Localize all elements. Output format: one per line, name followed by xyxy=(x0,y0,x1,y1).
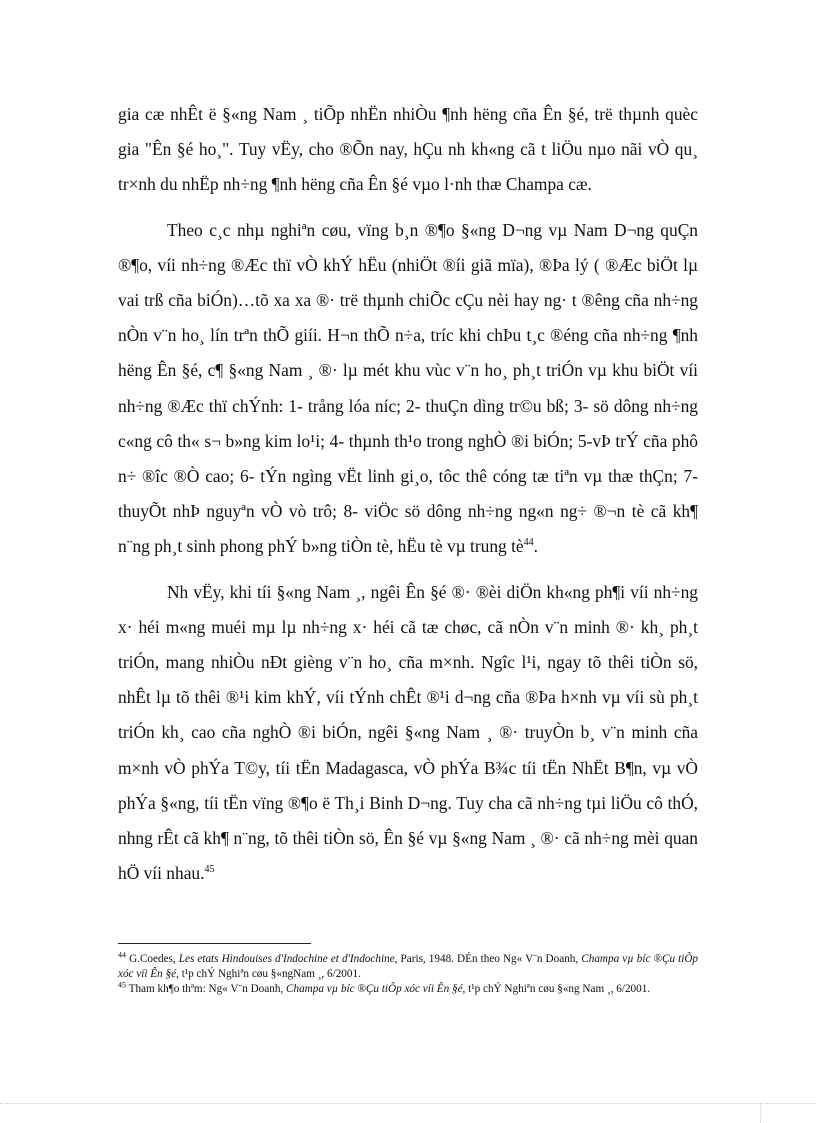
footnote-title: Les etats Hindouises d'Indochine et d'Indochine xyxy=(178,953,395,965)
paragraph-research-text: Theo c¸c nhµ nghiªn cøu, vïng b¸n ®¶o §«ng D¬ng vµ Nam D¬ng quÇn ®¶o, víi nh÷ng ®Æc thï vÒ khÝ hËu (nhiÖt ®íi giã mïa), ®Þa lý ( ®Æc biÖt lµ vai trß cña biÓn)…tõ xa xa ®· trë thµnh chiÕc cÇu nèi hay ng· t ®êng cña nh÷ng nÒn v¨n ho¸ lín trªn thÕ giíi. H¬n thÕ n÷a, tríc khi chÞu t¸c ®éng cña nh÷ng ¶nh hëng Ên §é, c¶ §«ng Nam ¸ ®· lµ mét khu vùc v¨n ho¸ ph¸t triÓn vµ khu biÖt víi nh÷ng ®Æc thï chÝnh: 1- trång lóa níc; 2- thuÇn dìng tr©u bß; 3- sö dông nh÷ng c«ng cô th« s¬ b»ng kim lo¹i; 4- thµnh th¹o trong nghÒ ®i biÓn; 5-vÞ trÝ cña phô n÷ ®îc ®Ò cao; 6- tÝn ngìng vËt linh gi¸o, tôc thê cóng tæ tiªn vµ thæ thÇn; 7- thuyÕt nhÞ nguyªn vÒ vò trô; 8- viÖc sö dông nh÷ng ng«n ng÷ ®¬n tè cã kh¶ n¨ng ph¸t sinh phong phÝ b»ng tiÒn tè, hËu tè vµ trung tè xyxy=(118,219,698,557)
paragraph-contact-text: Nh vËy, khi tíi §«ng Nam ¸, ngêi Ên §é ®· ®èi diÖn kh«ng ph¶i víi nh÷ng x· héi m«ng muéi mµ lµ nh÷ng x· héi cã tæ chøc, cã nÒn v¨n minh ®· kh¸ ph¸t triÓn, mang nhiÒu nÐt gièng v¨n ho¸ cña m×nh. Ngîc l¹i, ngay tõ thêi tiÒn sö, nhÊt lµ tõ thêi ®¹i kim khÝ, víi tÝnh chÊt ®¹i d¬ng cña ®Þa h×nh vµ víi sù ph¸t triÓn kh¸ cao cña nghÒ ®i biÓn, ngêi §«ng Nam ¸ ®· truyÒn b¸ v¨n minh cña m×nh vÒ phÝa T©y, tíi tËn Madagasca, vÒ phÝa B¾c tíi tËn NhËt B¶n, vµ vÒ phÝa §«ng, tíi tËn vïng ®¶o ë Th¸i Binh D¬ng. Tuy cha cã nh÷ng tµi liÖu cô thÓ, nhng rÊt cã kh¶ n¨ng, tõ thêi tiÒn sö, Ên §é vµ §«ng Nam ¸ ®· cã nh÷ng mèi quan hÖ víi nhau. xyxy=(118,581,698,884)
footnote-text: , t¹p chÝ Nghiªn cøu §«ng Nam ¸, 6/2001. xyxy=(462,983,651,996)
footnote-45 xyxy=(118,982,698,997)
footnote-title: Champa vµ bíc ®Çu tiÕp xóc víi Ên §é xyxy=(118,953,699,981)
footnote-ref-44[interactable]: 44 xyxy=(523,537,534,549)
footnote-text: Tham kh¶o thªm: Ng« V¨n Doanh, xyxy=(128,983,287,996)
footnotes xyxy=(118,952,698,998)
page-corner-marker xyxy=(760,1103,761,1123)
footnote-text: , Paris, 1948. DÉn theo Ng« V¨n Doanh, xyxy=(394,953,582,965)
footnote-title: Champa vµ bíc ®Çu tiÕp xóc víi Ên §é xyxy=(286,983,463,996)
footnote-text: , t¹p chÝ Nghiªn cøu §«ngNam ¸, 6/2001. xyxy=(176,968,361,981)
footnote-separator xyxy=(118,943,311,944)
paragraph-intro-text: gia cæ nhÊt ë §«ng Nam ¸ tiÕp nhËn nhiÒu ¶nh hëng cña Ên §é, trë thµnh quèc gia "Ên §é ho¸". Tuy vËy, cho ®Õn nay, hÇu nh kh«ng cã t liÖu nµo nãi vÒ qu¸ tr×nh du nhËp nh÷ng ¶nh hëng cña Ên §é vµo l·nh thæ Champa cæ. xyxy=(118,104,698,195)
footnote-number: 44 xyxy=(118,950,126,960)
footnote-text: G.Coedes, xyxy=(129,953,179,965)
paragraph-contact xyxy=(118,575,698,892)
body-text xyxy=(118,97,698,901)
paragraph-intro xyxy=(118,97,698,203)
footnote-44 xyxy=(118,952,698,982)
footnote-number: 45 xyxy=(118,980,126,990)
page-bottom-border xyxy=(0,1103,816,1104)
paragraph-research: Theo c¸c nhµ nghiªn cøu, vïng b¸n ®¶o §«ng D¬ng vµ Nam D¬ng quÇn ®¶o, víi nh÷ng ®Æc thï vÒ khÝ hËu (nhiÖt ®íi giã mïa), ®Þa lý ( ®Æc biÖt lµ vai trß cña biÓn)…tõ xa xa ®· trë thµnh chiÕc cÇu nèi hay ng· t ®êng cña nh÷ng nÒn v¨n ho¸ lín trªn thÕ giíi. H¬n thÕ n÷a, tríc khi chÞu t¸c ®éng cña nh÷ng ¶nh hëng Ên §é, c¶ §«ng Nam ¸ ®· lµ mét khu vùc v¨n ho¸ ph¸t triÓn vµ khu biÖt víi nh÷ng ®Æc thï chÝnh: 1- trång lóa níc; 2- thuÇn dìng tr©u bß; 3- sö dông nh÷ng c«ng cô th« s¬ b»ng kim lo¹i; 4- thµnh th¹o trong nghÒ ®i biÓn; 5-vÞ trÝ cña phô n÷ ®îc ®Ò cao; 6- tÝn ngìng vËt linh gi¸o, tôc thê cóng tæ tiªn vµ thæ thÇn; 7- thuyÕt nhÞ nguyªn vÒ vò trô; 8- viÖc sö dông nh÷ng ng«n ng÷ ®¬n tè cã kh¶ n¨ng ph¸t sinh phong phÝ b»ng tiÒn tè, hËu tè vµ trung $tè^{44}$. xyxy=(118,219,698,557)
footnote-ref-45[interactable]: 45 xyxy=(204,864,215,876)
